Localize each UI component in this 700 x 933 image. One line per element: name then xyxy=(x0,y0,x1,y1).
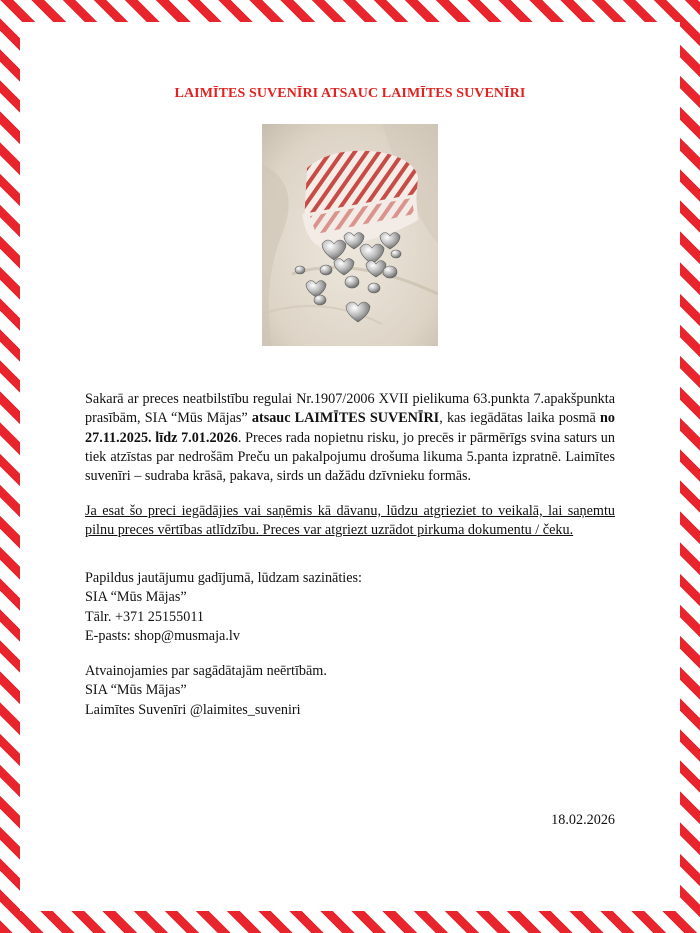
closing-block xyxy=(85,662,327,720)
closing-company: SIA “Mūs Mājas” xyxy=(85,682,187,699)
recall-intro: Sakarā ar preces neatbilstību regulai Nr.1907/2006 XVII pielikuma 63.punkta 7.apakšpunkta prasībām, SIA “Mūs Mājas” xyxy=(85,391,615,427)
recall-mid: , kas iegādātas laika posmā xyxy=(439,410,601,427)
notice-title: LAIMĪTES SUVENĪRI ATSAUC LAIMĪTES SUVENĪRI xyxy=(174,86,526,101)
return-instructions: Ja esat šo preci iegādājies vai saņēmis kā dāvanu, lūdzu atgrieziet to veikalā, lai saņemtu pilnu preces vērtības atlīdzību. Preces var atgriezt uzrādot pirkuma dokumentu / čeku. xyxy=(85,503,615,539)
recall-statement: atsauc LAIMĪTES SUVENĪRI xyxy=(251,410,440,427)
closing-brand: Laimītes Suvenīri @laimites_suveniri xyxy=(85,701,301,718)
notice-date: 18.02.2026 xyxy=(551,812,615,828)
recall-period: no 27.11.2025. līdz 7.01.2026 xyxy=(85,410,615,446)
recall-details: . Preces rada nopietnu risku, jo precēs ir pārmērīgs svina saturs un tiek atzīstas par nedrošām Preču un pakalpojumu drošuma likuma 5.panta izpratnē. Laimītes suvenīri – sudraba krāsā, pakava, sirds un dažādu dzīvnieku formās. xyxy=(85,429,615,485)
contact-phone: Tālr. +371 25155011 xyxy=(85,608,204,625)
closing-apology: Atvainojamies par sagādātajām neērtībām. xyxy=(85,663,327,679)
contact-email: E-pasts: shop@musmaja.lv xyxy=(85,627,240,644)
recall-paragraph xyxy=(85,390,615,486)
contact-intro: Papildus jautājumu gadījumā, lūdzam sazināties: xyxy=(85,570,362,586)
contact-block xyxy=(85,569,362,646)
contact-company: SIA “Mūs Mājas” xyxy=(85,589,187,606)
product-photo xyxy=(262,124,438,346)
